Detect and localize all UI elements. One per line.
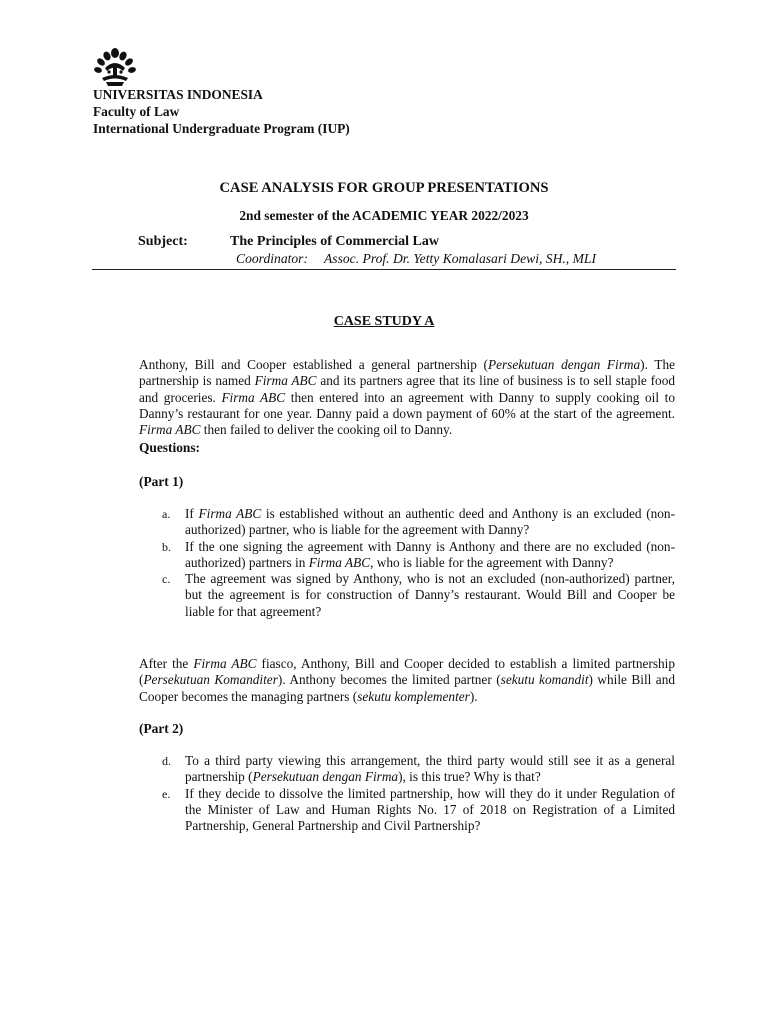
italic-term: Persekutuan dengan Firma [252, 769, 399, 785]
text-run: ). [469, 688, 478, 704]
question-item [139, 753, 675, 786]
text-run: To a third party viewing this arrangement, the third party would still see it as a general partnership ( [185, 753, 675, 785]
question-marker: a. [162, 507, 171, 521]
question-marker: b. [162, 539, 171, 554]
italic-term: Firma ABC [198, 506, 262, 521]
case-study-title: CASE STUDY A [333, 314, 435, 329]
coordinator-row [236, 251, 596, 267]
text-run: If [185, 506, 199, 521]
text-run: Anthony, Bill and Cooper established a general partnership ( [139, 357, 488, 372]
part-2-question-list [139, 753, 675, 834]
text-run: fiasco, Anthony, Bill and Cooper decided to establish a limited partnership ( [139, 656, 675, 688]
italic-term: Firma ABC [193, 656, 257, 671]
text-run: then failed to deliver the cooking oil to Danny. [200, 422, 453, 438]
italic-term: Firma ABC [139, 422, 201, 438]
intro-paragraph [139, 357, 675, 438]
subject-value: The Principles of Commercial Law [230, 234, 439, 249]
question-text [185, 571, 675, 620]
text-run: The agreement was signed by Anthony, who is not an excluded (non-authorized) partner, but the agreement is for construction of Danny’s restaurant. Would Bill and Cooper be liable for that agreement? [185, 571, 675, 619]
question-marker: d. [162, 754, 171, 768]
question-text [185, 753, 675, 786]
institution-block [93, 86, 350, 137]
questions-heading: Questions: [139, 440, 201, 455]
part-1-question-list [139, 506, 675, 620]
italic-term: Firma ABC [254, 373, 317, 389]
text-run: ). Anthony becomes the limited partner ( [277, 672, 501, 688]
question-marker: e. [162, 786, 171, 801]
text-run: If they decide to dissolve the limited partnership, how will they do it under Regulation of the Minister of Law and Human Rights No. 17 of 2018 on Registration of a Limited Partnership, General Partnership and Civil Partnership? [185, 785, 675, 834]
part-2-heading: (Part 2) [139, 721, 184, 736]
header-divider [92, 269, 676, 270]
italic-term: Persekutuan dengan Firma [487, 357, 641, 372]
question-text [185, 786, 675, 835]
text-run: , who is liable for the agreement with Danny? [370, 554, 614, 570]
subject-label: Subject: [138, 234, 188, 249]
university-name: UNIVERSITAS INDONESIA [93, 87, 263, 102]
question-item [139, 786, 675, 835]
italic-term: sekutu komandit [500, 672, 589, 688]
text-run: ). The partnership is named [139, 357, 676, 389]
part-1-heading: (Part 1) [139, 474, 184, 489]
question-text [185, 539, 675, 572]
text-run: After the [139, 656, 194, 671]
faculty-name: Faculty of Law [93, 104, 180, 119]
italic-term: sekutu komplementer [357, 688, 470, 704]
subject-row [138, 234, 439, 250]
university-crest-icon [92, 44, 138, 88]
question-marker: c. [162, 572, 171, 587]
italic-term: Firma ABC [221, 389, 286, 405]
transition-paragraph [139, 656, 675, 705]
coordinator-value: Assoc. Prof. Dr. Yetty Komalasari Dewi, SH., MLI [324, 251, 597, 266]
document-title: CASE ANALYSIS FOR GROUP PRESENTATIONS [219, 180, 549, 196]
coordinator-label: Coordinator: [236, 251, 309, 266]
italic-term: Firma ABC [308, 554, 371, 570]
question-item [139, 539, 675, 572]
text-run: then entered into an agreement with Danny to supply cooking oil to Danny’s restaurant for one year. Danny paid a down payment of 60% at the start of the agreement. [139, 389, 675, 421]
question-text [185, 506, 675, 539]
program-name: International Undergraduate Program (IUP) [93, 121, 350, 136]
question-item [139, 571, 675, 620]
text-run: is established without an authentic deed and Anthony is an excluded (non-authorized) partner, who is liable for the agreement with Danny? [185, 506, 675, 538]
semester-line: 2nd semester of the ACADEMIC YEAR 2022/2023 [239, 208, 529, 223]
italic-term: Persekutuan Komanditer [143, 672, 278, 688]
text-run: and its partners agree that its line of business is to sell staple food and groceries. [139, 373, 675, 405]
text-run: ), is this true? Why is that? [398, 769, 541, 785]
text-run: ) while Bill and Cooper becomes the managing partners ( [139, 672, 676, 704]
question-item [139, 506, 675, 539]
text-run: If the one signing the agreement with Danny is Anthony and there are no excluded (non-authorized) partners in [185, 538, 675, 570]
